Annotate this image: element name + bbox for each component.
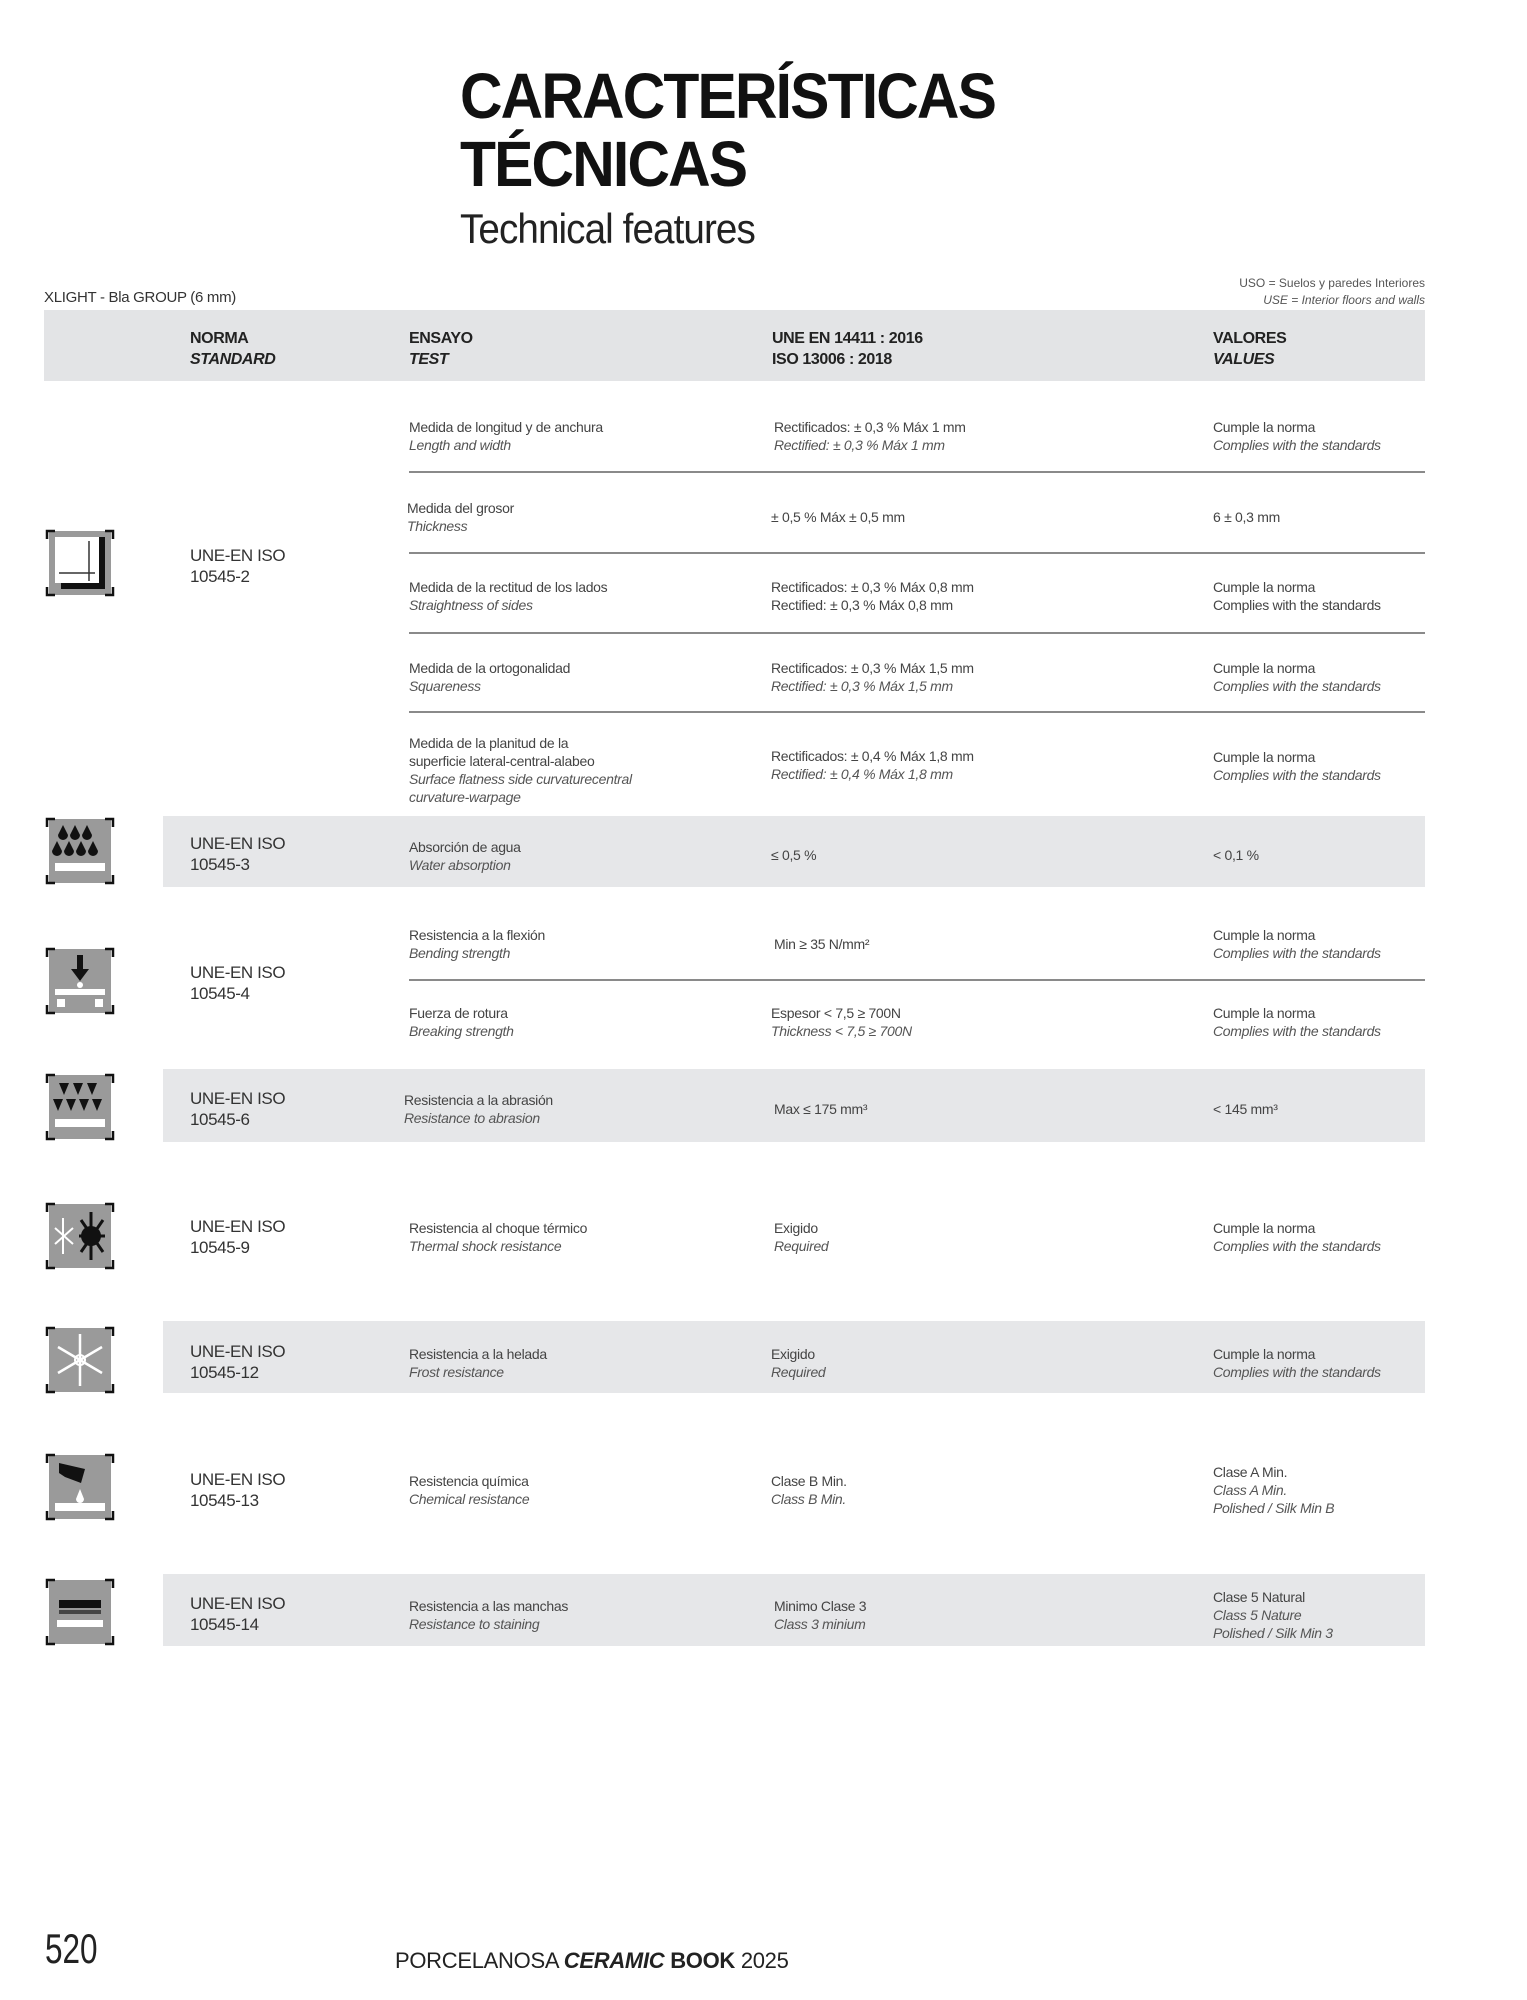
norm-10545-6 <box>190 1088 285 1130</box>
test-en: Length and width <box>409 437 511 453</box>
test-straightness <box>409 578 607 614</box>
req-en: Class B Min. <box>771 1491 846 1507</box>
val-es: Cumple la norma <box>1213 579 1316 595</box>
test-es: Absorción de agua <box>409 839 521 855</box>
norm-line-2: 10545-14 <box>190 1615 259 1634</box>
test-en: Squareness <box>409 678 481 694</box>
abrasion-icon <box>45 1071 115 1143</box>
val-es: Cumple la norma <box>1213 927 1316 943</box>
test-es-2: superficie lateral-central-alabeo <box>409 753 595 769</box>
val-1: Clase A Min. <box>1213 1464 1288 1480</box>
req-abrasion <box>774 1100 867 1118</box>
req-es: ≤ 0,5 % <box>771 847 817 863</box>
chemical-resistance-icon <box>45 1451 115 1523</box>
test-es: Fuerza de rotura <box>409 1005 508 1021</box>
val-es: Cumple la norma <box>1213 419 1316 435</box>
test-abrasion <box>404 1091 553 1127</box>
req-staining <box>774 1597 866 1633</box>
brand-year: 2025 <box>740 1948 789 1973</box>
row-divider <box>409 552 1425 554</box>
req-es: Clase B Min. <box>771 1473 847 1489</box>
header-valores-es: VALORES <box>1213 330 1287 347</box>
val-1: Clase 5 Natural <box>1213 1589 1305 1605</box>
req-squareness <box>771 659 974 695</box>
brand-book: BOOK <box>670 1948 735 1973</box>
norm-10545-13 <box>190 1469 285 1511</box>
val-es: Cumple la norma <box>1213 749 1316 765</box>
req-es: Rectificados: ± 0,3 % Máx 1,5 mm <box>771 660 974 676</box>
test-es: Resistencia a la abrasión <box>404 1092 553 1108</box>
header-valores <box>1213 328 1286 370</box>
test-bending <box>409 926 545 962</box>
test-es-1: Medida de la planitud de la <box>409 735 569 751</box>
test-en-2: curvature-warpage <box>409 789 521 805</box>
test-breaking <box>409 1004 514 1040</box>
value-frost <box>1213 1345 1381 1381</box>
val-es: < 145 mm³ <box>1213 1101 1278 1117</box>
test-en: Bending strength <box>409 945 511 961</box>
req-es: Min ≥ 35 N/mm² <box>774 936 870 952</box>
table-header <box>44 310 1425 381</box>
val-2: Class A Min. <box>1213 1482 1287 1498</box>
value-thickness <box>1213 508 1280 526</box>
test-es: Resistencia a la flexión <box>409 927 545 943</box>
brand-ceramic: CERAMIC <box>563 1948 665 1973</box>
req-thickness <box>771 508 905 526</box>
use-note-es: USO = Suelos y paredes Interiores <box>1239 276 1425 290</box>
test-es: Medida de la rectitud de los lados <box>409 579 608 595</box>
norm-10545-3 <box>190 833 285 875</box>
val-en: Complies with the standards <box>1213 945 1381 961</box>
req-en: Required <box>771 1364 826 1380</box>
val-es: 6 ± 0,3 mm <box>1213 509 1280 525</box>
norm-line-2: 10545-12 <box>190 1363 259 1382</box>
req-frost <box>771 1345 825 1381</box>
value-breaking <box>1213 1004 1381 1040</box>
val-en: Complies with the standards <box>1213 597 1381 613</box>
test-en: Resistance to staining <box>409 1616 540 1632</box>
val-es: Cumple la norma <box>1213 1220 1316 1236</box>
value-flatness <box>1213 748 1381 784</box>
row-divider <box>409 471 1425 473</box>
req-es: Max ≤ 175 mm³ <box>774 1101 868 1117</box>
req-flatness <box>771 747 974 783</box>
req-en: Thickness < 7,5 ≥ 700N <box>771 1023 912 1039</box>
norm-line-2: 10545-3 <box>190 855 250 874</box>
test-en: Water absorption <box>409 857 511 873</box>
value-staining <box>1213 1588 1333 1642</box>
test-en: Chemical resistance <box>409 1491 530 1507</box>
norm-line-1: UNE-EN ISO <box>190 1342 286 1361</box>
req-en: Rectified: ± 0,4 % Máx 1,8 mm <box>771 766 953 782</box>
header-valores-en: VALUES <box>1213 351 1275 368</box>
norm-line-2: 10545-4 <box>190 984 250 1003</box>
test-thickness <box>407 499 514 535</box>
bending-strength-icon <box>45 945 115 1017</box>
page-title <box>460 62 995 198</box>
val-es: < 0,1 % <box>1213 847 1259 863</box>
test-staining <box>409 1597 568 1633</box>
test-squareness <box>409 659 570 695</box>
header-norma-en: STANDARD <box>190 351 276 368</box>
req-en: Required <box>774 1238 829 1254</box>
test-es: Medida del grosor <box>407 500 514 516</box>
norm-line-1: UNE-EN ISO <box>190 1470 286 1489</box>
test-es: Resistencia química <box>409 1473 529 1489</box>
req-es: Exigido <box>771 1346 815 1362</box>
test-en: Thermal shock resistance <box>409 1238 562 1254</box>
test-es: Resistencia al choque térmico <box>409 1220 588 1236</box>
value-length-width <box>1213 418 1381 454</box>
value-thermal-shock <box>1213 1219 1381 1255</box>
test-chemical <box>409 1472 529 1508</box>
title-line-1: CARACTERÍSTICAS <box>460 60 996 132</box>
req-es: Rectificados: ± 0,3 % Máx 1 mm <box>774 419 966 435</box>
brand-name: PORCELANOSA <box>395 1948 558 1973</box>
req-breaking <box>771 1004 912 1040</box>
test-es: Resistencia a la helada <box>409 1346 547 1362</box>
req-es: Espesor < 7,5 ≥ 700N <box>771 1005 901 1021</box>
test-es: Resistencia a las manchas <box>409 1598 569 1614</box>
val-en: Complies with the standards <box>1213 1023 1381 1039</box>
norm-line-1: UNE-EN ISO <box>190 1594 286 1613</box>
norm-line-1: UNE-EN ISO <box>190 546 286 565</box>
test-es: Medida de la ortogonalidad <box>409 660 571 676</box>
val-es: Cumple la norma <box>1213 660 1316 676</box>
test-frost <box>409 1345 547 1381</box>
val-en: Complies with the standards <box>1213 1238 1381 1254</box>
test-en: Straightness of sides <box>409 597 533 613</box>
test-en: Thickness <box>407 518 468 534</box>
value-squareness <box>1213 659 1381 695</box>
value-bending <box>1213 926 1381 962</box>
req-en: Rectified: ± 0,3 % Máx 1,5 mm <box>771 678 953 694</box>
req-straightness <box>771 578 974 614</box>
title-line-2: TÉCNICAS <box>460 128 747 200</box>
frost-snowflake-icon <box>45 1324 115 1396</box>
req-chemical <box>771 1472 847 1508</box>
value-abrasion <box>1213 1100 1278 1118</box>
header-norma-es: NORMA <box>190 330 249 347</box>
req-en: Rectified: ± 0,3 % Máx 1 mm <box>774 437 945 453</box>
req-water-absorption <box>771 846 816 864</box>
test-en-1: Surface flatness side curvaturecentral <box>409 771 632 787</box>
value-straightness <box>1213 578 1381 614</box>
footer-brand <box>395 1948 789 1974</box>
norm-line-1: UNE-EN ISO <box>190 834 286 853</box>
val-2: Class 5 Nature <box>1213 1607 1302 1623</box>
thermal-shock-icon <box>45 1200 115 1272</box>
page-subtitle: Technical features <box>460 205 755 252</box>
dimensions-icon <box>45 527 115 599</box>
header-ensayo-en: TEST <box>409 351 449 368</box>
norm-line-2: 10545-9 <box>190 1238 250 1257</box>
use-note-en: USE = Interior floors and walls <box>1263 293 1425 307</box>
header-ensayo <box>409 328 473 370</box>
page-number: 520 <box>45 1925 98 1972</box>
val-en: Complies with the standards <box>1213 678 1381 694</box>
val-es: Cumple la norma <box>1213 1346 1316 1362</box>
req-en: Class 3 minium <box>774 1616 866 1632</box>
req-es: Exigido <box>774 1220 818 1236</box>
norm-line-1: UNE-EN ISO <box>190 1089 286 1108</box>
staining-icon <box>45 1576 115 1648</box>
test-length-width <box>409 418 603 454</box>
header-une-2: ISO 13006 : 2018 <box>772 351 892 368</box>
norm-line-2: 10545-13 <box>190 1491 259 1510</box>
test-flatness <box>409 734 632 806</box>
norm-10545-4 <box>190 962 285 1004</box>
req-es: Rectificados: ± 0,3 % Máx 0,8 mm <box>771 579 974 595</box>
norm-10545-12 <box>190 1341 285 1383</box>
row-divider <box>409 711 1425 713</box>
test-en: Resistance to abrasion <box>404 1110 540 1126</box>
test-water-absorption <box>409 838 521 874</box>
row-divider <box>409 632 1425 634</box>
water-absorption-icon <box>45 815 115 887</box>
norm-10545-9 <box>190 1216 285 1258</box>
row-divider <box>409 979 1425 981</box>
norm-10545-14 <box>190 1593 285 1635</box>
req-en: Rectified: ± 0,3 % Máx 0,8 mm <box>771 597 953 613</box>
val-en: Complies with the standards <box>1213 767 1381 783</box>
header-une-1: UNE EN 14411 : 2016 <box>772 330 923 347</box>
val-3: Polished / Silk Min 3 <box>1213 1625 1333 1641</box>
req-es: Minimo Clase 3 <box>774 1598 867 1614</box>
norm-line-2: 10545-2 <box>190 567 250 586</box>
req-es: ± 0,5 % Máx ± 0,5 mm <box>771 509 905 525</box>
norm-10545-2 <box>190 545 285 587</box>
val-en: Complies with the standards <box>1213 1364 1381 1380</box>
val-en: Complies with the standards <box>1213 437 1381 453</box>
req-es: Rectificados: ± 0,4 % Máx 1,8 mm <box>771 748 974 764</box>
test-es: Medida de longitud y de anchura <box>409 419 603 435</box>
test-thermal-shock <box>409 1219 587 1255</box>
req-bending <box>774 935 869 953</box>
header-norma <box>190 328 275 370</box>
req-thermal-shock <box>774 1219 828 1255</box>
test-en: Breaking strength <box>409 1023 514 1039</box>
header-une <box>772 328 923 370</box>
value-chemical <box>1213 1463 1334 1517</box>
norm-line-2: 10545-6 <box>190 1110 250 1129</box>
norm-line-1: UNE-EN ISO <box>190 963 286 982</box>
val-es: Cumple la norma <box>1213 1005 1316 1021</box>
value-water-absorption <box>1213 846 1259 864</box>
req-length-width <box>774 418 966 454</box>
series-label: XLIGHT - Bla GROUP (6 mm) <box>44 289 236 306</box>
test-en: Frost resistance <box>409 1364 504 1380</box>
use-note <box>1239 275 1425 309</box>
val-3: Polished / Silk Min B <box>1213 1500 1335 1516</box>
norm-line-1: UNE-EN ISO <box>190 1217 286 1236</box>
header-ensayo-es: ENSAYO <box>409 330 473 347</box>
